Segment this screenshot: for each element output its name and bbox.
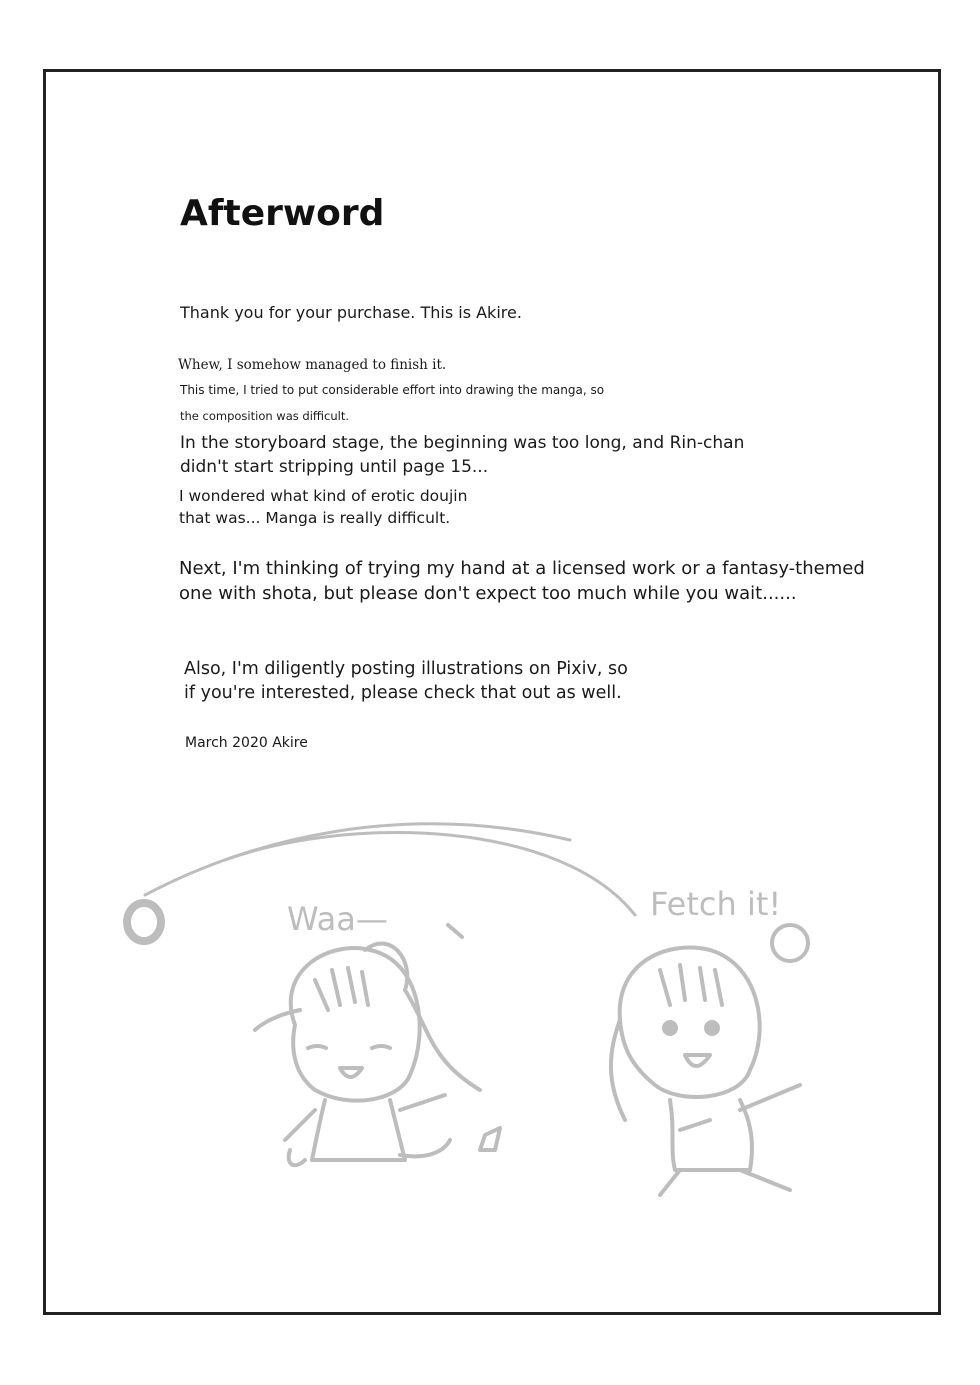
speech-waa: Waa— (287, 900, 388, 938)
paragraph-next-work: Next, I'm thinking of trying my hand at a licensed work or a fantasy-themed one with shota, but please don't expect too much while you wait...... (179, 558, 865, 604)
paragraph-pixiv: Also, I'm diligently posting illustrations on Pixiv, so if you're interested, please check that out as well. (184, 659, 628, 703)
page-title: Afterword (180, 193, 385, 234)
chibi-illustration (100, 800, 850, 1220)
signature: March 2020 Akire (185, 735, 308, 751)
paragraph-thanks: Thank you for your purchase. This is Akire. (180, 303, 522, 322)
speech-fetch-it: Fetch it! (650, 885, 782, 923)
sketch-icon (100, 800, 850, 1220)
paragraph-difficult: I wondered what kind of erotic doujin that was... Manga is really difficult. (179, 487, 468, 527)
paragraph-finished: Whew, I somehow managed to finish it. (178, 357, 447, 373)
paragraph-effort: This time, I tried to put considerable effort into drawing the manga, so (180, 383, 605, 397)
paragraph-composition: the composition was difficult. (180, 409, 349, 423)
paragraph-storyboard: In the storyboard stage, the beginning was too long, and Rin-chan didn't start stripping until page 15... (180, 433, 745, 477)
